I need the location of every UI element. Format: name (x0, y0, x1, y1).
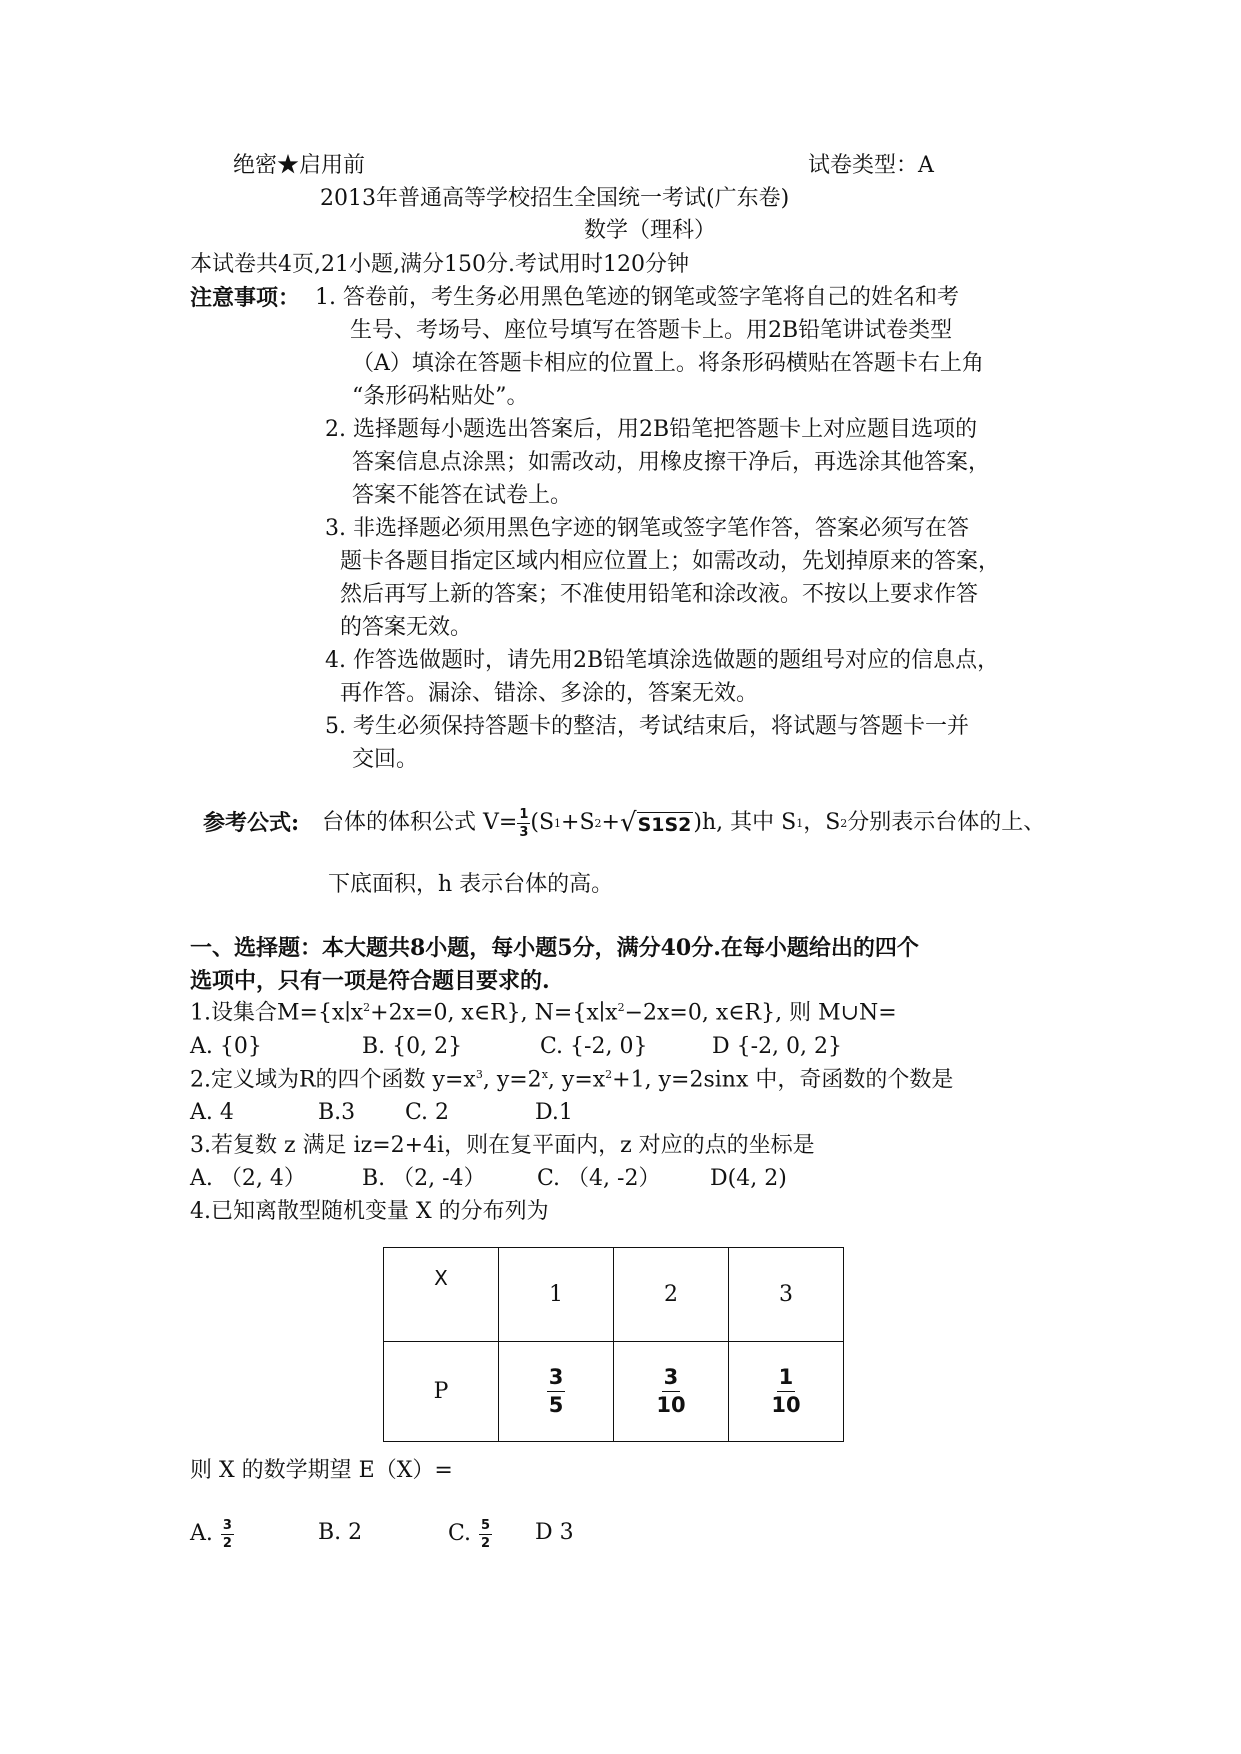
sqrt-argument: S1S2 (637, 814, 692, 836)
question-3-stem: 3.若复数 z 满足 iz=2+4i，则在复平面内，z 对应的点的坐标是 (190, 1133, 815, 1158)
formula-subscript: 2 (594, 816, 602, 830)
q2-text: 2.定义域为R的四个函数 y=x (190, 1067, 476, 1093)
note-line: 2. 选择题每小题选出答案后，用2B铅笔把答题卡上对应题目选项的 (325, 417, 978, 442)
probability-fraction (656, 1367, 685, 1416)
q2-superscript: 2 (605, 1068, 613, 1081)
section-heading: 选项中，只有一项是符合题目要求的. (190, 968, 550, 994)
q1-option-c: C. {-2, 0} (540, 1034, 648, 1059)
fraction-den: 2 (481, 1535, 491, 1551)
subject-title: 数学（理科） (584, 218, 717, 243)
note-line: 然后再写上新的答案；不准使用铅笔和涂改液。不按以上要求作答 (340, 582, 979, 607)
q4-question: 则 X 的数学期望 E（X）= (190, 1458, 453, 1483)
fraction-num: 1 (777, 1367, 796, 1392)
formula-term: +S (561, 810, 595, 835)
q2-text: , y=2 (482, 1067, 542, 1093)
q4-option-a (190, 1512, 234, 1556)
note-line: 生号、考场号、座位号填写在答题卡上。用2B铅笔讲试卷类型 (350, 318, 953, 343)
formula-fraction-den: 3 (519, 824, 529, 840)
fraction-den: 5 (548, 1393, 564, 1417)
formula-term: + (601, 810, 620, 835)
formula-subscript: 1 (554, 816, 562, 830)
table-cell (614, 1342, 729, 1442)
secret-label: 绝密★启用前 (233, 153, 366, 178)
paper-type: 试卷类型：A (808, 153, 934, 178)
q4-option-b: B. 2 (318, 1520, 363, 1545)
table-cell (499, 1342, 614, 1442)
table-header-cell: 3 (729, 1248, 844, 1342)
q1-text: +2x=0, x∈R}, N={x∣x (370, 1000, 618, 1026)
q2-option-a: A. 4 (190, 1100, 234, 1125)
note-line: 的答案无效。 (340, 615, 473, 640)
table-cell (729, 1342, 844, 1442)
note-line: 5. 考生必须保持答题卡的整洁，考试结束后，将试题与答题卡一并 (325, 714, 969, 739)
probability-fraction (547, 1367, 566, 1416)
q1-superscript: 2 (617, 1001, 625, 1014)
q2-superscript: x (541, 1068, 548, 1081)
note-line: 3. 非选择题必须用黑色字迹的钢笔或签字笔作答，答案必须写在答 (325, 516, 969, 541)
q4-option-c (448, 1512, 492, 1556)
exam-summary: 本试卷共4页,21小题,满分150分.考试用时120分钟 (190, 252, 689, 277)
formula-fraction-num: 1 (519, 806, 529, 822)
formula-subscript: 2 (840, 816, 848, 830)
q1-text: −2x=0, x∈R}, 则 M∪N= (624, 1000, 897, 1026)
q3-option-a: A. （2, 4） (190, 1166, 306, 1191)
q3-option-b: B. （2, -4） (362, 1166, 486, 1191)
q4-option-a-label: A. (190, 1521, 213, 1546)
q1-option-d: D {-2, 0, 2} (712, 1034, 843, 1059)
fraction-num: 5 (481, 1517, 491, 1533)
q4-option-c-label: C. (448, 1521, 472, 1546)
q4-option-d: D 3 (535, 1520, 574, 1545)
note-line: 答案不能答在试卷上。 (352, 483, 573, 508)
note-line: 再作答。漏涂、错涂、多涂的，答案无效。 (340, 681, 759, 706)
probability-fraction (771, 1367, 800, 1416)
q2-option-d: D.1 (535, 1100, 573, 1125)
fraction-den: 10 (771, 1393, 801, 1417)
formula-fraction (517, 808, 530, 839)
note-line: 答案信息点涂黑；如需改动，用橡皮擦干净后，再选涂其他答案， (352, 450, 991, 475)
question-1-stem (190, 1002, 897, 1024)
q1-option-a: A. {0} (190, 1034, 262, 1059)
formula-label: 参考公式: (203, 810, 300, 836)
notes-label: 注意事项： (190, 285, 301, 311)
fraction-den: 2 (222, 1535, 232, 1551)
table-row (384, 1248, 844, 1342)
fraction-den: 10 (656, 1393, 686, 1417)
q2-text: , y=x (547, 1067, 606, 1093)
distribution-table (383, 1247, 844, 1442)
question-2-stem (190, 1069, 953, 1091)
exam-title: 2013年普通高等学校招生全国统一考试(广东卷) (320, 186, 790, 211)
q2-text: +1, y=2sinx 中，奇函数的个数是 (612, 1067, 954, 1093)
formula-prefix: 台体的体积公式 V= (322, 810, 518, 835)
table-row (384, 1342, 844, 1442)
sqrt-symbol: √S1S2 (619, 808, 692, 838)
q3-option-c: C. （4, -2） (537, 1166, 661, 1191)
formula-term: ，S (803, 810, 841, 835)
q4-option-c-fraction (479, 1519, 492, 1550)
formula-subscript: 1 (796, 816, 804, 830)
fraction-num: 3 (222, 1517, 232, 1533)
frustum-volume-formula (322, 800, 1045, 846)
fraction-num: 3 (547, 1367, 566, 1392)
q4-option-a-fraction (221, 1519, 234, 1550)
formula-term: (S (530, 810, 555, 835)
formula-term: )h, 其中 S (693, 810, 797, 835)
note-line: 交回。 (352, 747, 419, 772)
note-line: 1. 答卷前，考生务必用黑色笔迹的钢笔或签字笔将自己的姓名和考 (315, 285, 959, 310)
q1-text: 1.设集合M={x∣x (190, 1000, 364, 1026)
q1-option-b: B. {0, 2} (362, 1034, 463, 1059)
note-line: “条形码粘贴处”。 (352, 384, 529, 409)
table-header-cell: X (384, 1248, 499, 1342)
fraction-num: 3 (662, 1367, 681, 1392)
q1-superscript: 2 (363, 1001, 371, 1014)
q2-superscript: 3 (475, 1068, 483, 1081)
table-header-cell: 2 (614, 1248, 729, 1342)
q3-option-d: D(4, 2) (710, 1166, 787, 1191)
q2-option-c: C. 2 (405, 1100, 450, 1125)
q2-option-b: B.3 (318, 1100, 356, 1125)
table-row-label: P (384, 1342, 499, 1442)
note-line: 4. 作答选做题时，请先用2B铅笔填涂选做题的题组号对应的信息点， (325, 648, 1000, 673)
formula-tail: 分别表示台体的上、 (847, 810, 1046, 835)
note-line: （A）填涂在答题卡相应的位置上。将条形码横贴在答题卡右上角 (352, 351, 984, 376)
section-heading: 一、选择题：本大题共8小题，每小题5分，满分40分.在每小题给出的四个 (190, 935, 919, 961)
table-header-cell: 1 (499, 1248, 614, 1342)
note-line: 题卡各题目指定区域内相应位置上；如需改动，先划掉原来的答案， (340, 549, 1001, 574)
formula-line2: 下底面积，h 表示台体的高。 (328, 872, 614, 897)
question-4-stem: 4.已知离散型随机变量 X 的分布列为 (190, 1199, 549, 1224)
